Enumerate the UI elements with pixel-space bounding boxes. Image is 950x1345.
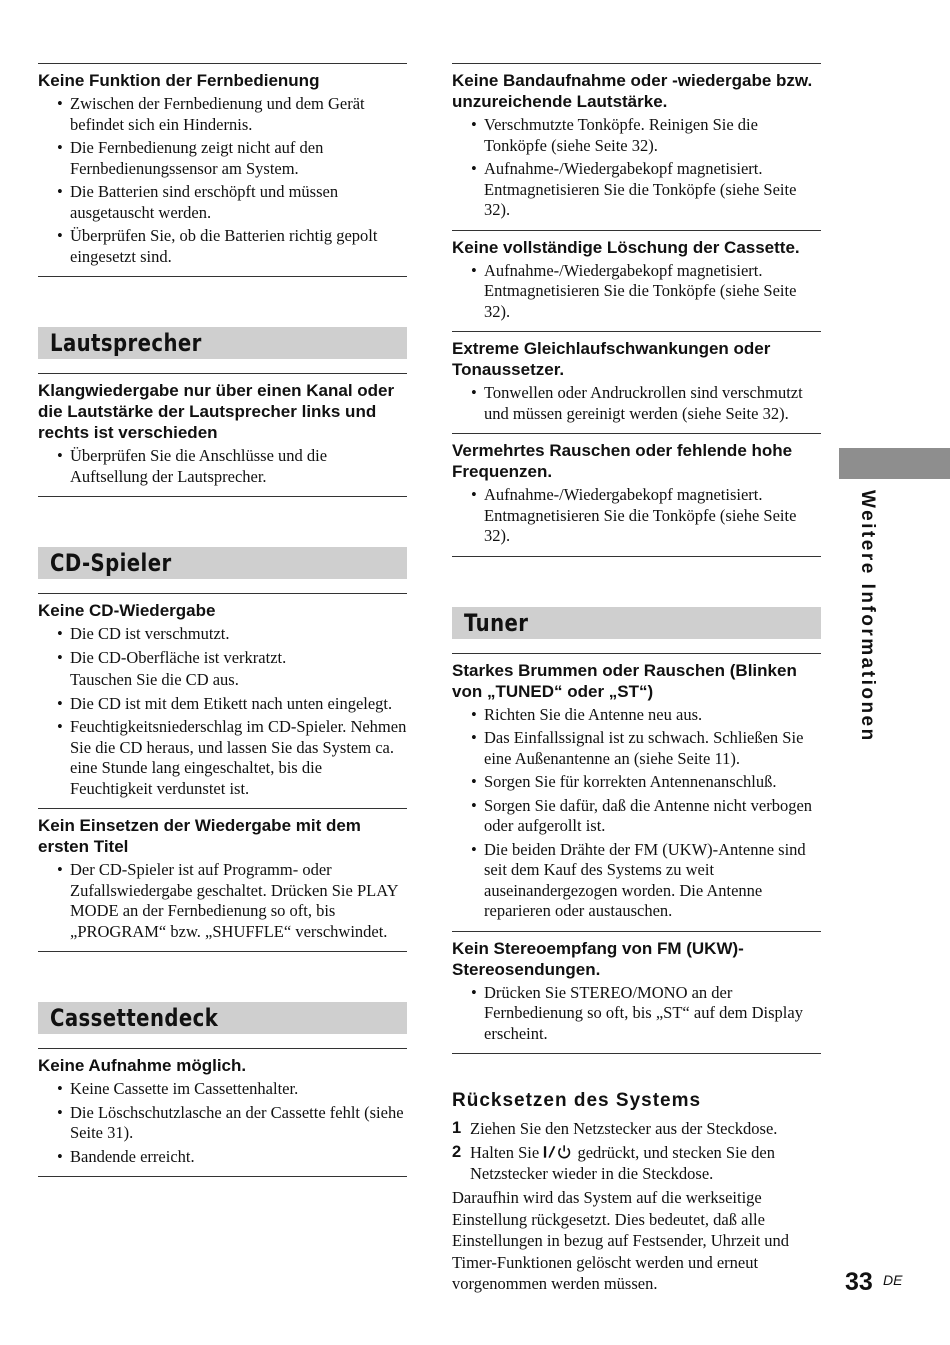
bullet: • xyxy=(57,717,63,736)
item-text: Bandende erreicht. xyxy=(70,1146,195,1166)
block-tape-no-record xyxy=(38,1048,407,1176)
bullet: • xyxy=(57,94,63,113)
block-heading: Starkes Brummen oder Rauschen (Blinken von „TUNED“ oder „ST“) xyxy=(452,660,797,701)
bullet: • xyxy=(471,485,477,504)
list-item-continuation xyxy=(38,670,407,691)
list-item xyxy=(452,705,821,726)
block-heading: Keine Bandaufnahme oder -wiedergabe bzw. unzureichende Lautstärke. xyxy=(452,71,813,111)
block-heading: Vermehrtes Rauschen oder fehlende hohe Frequenzen. xyxy=(452,441,793,481)
item-text: Die Löschschutzlasche an der Cassette fehlt (siehe Seite 31). xyxy=(70,1102,404,1142)
bullet: • xyxy=(471,839,477,859)
list-item xyxy=(452,772,821,793)
step-text: Ziehen Sie den Netzstecker aus der Steckdose. xyxy=(470,1119,778,1138)
bullet: • xyxy=(57,138,63,157)
item-text: Überprüfen Sie die Anschlüsse und die Auftsellung der Lautsprecher. xyxy=(70,446,328,486)
block-tape-noise xyxy=(452,433,821,556)
bullet: • xyxy=(471,383,477,402)
list-item xyxy=(452,159,821,221)
list-item xyxy=(452,383,821,424)
list-item xyxy=(452,115,821,156)
power-standby-icon xyxy=(543,1144,573,1159)
item-text: Keine Cassette im Cassettenhalter. xyxy=(70,1079,299,1098)
item-text: Die CD ist mit dem Etikett nach unten eingelegt. xyxy=(70,693,393,713)
bullet: • xyxy=(57,1102,63,1122)
item-text: Aufnahme-/Wiedergabekopf magnetisiert. Entmagnetisieren Sie die Tonköpfe (siehe Seite 32). xyxy=(484,260,797,321)
item-text: Verschmutzte Tonköpfe. Reinigen Sie die Tonköpfe (siehe Seite 32). xyxy=(484,115,758,155)
list-item xyxy=(38,226,407,267)
list-item xyxy=(38,1147,407,1168)
section-title-speaker: Lautsprecher xyxy=(38,327,407,359)
item-text: Tauschen Sie die CD aus. xyxy=(70,670,239,689)
step-number: 1 xyxy=(452,1119,462,1137)
bullet: • xyxy=(57,693,63,713)
item-text: Aufnahme-/Wiedergabekopf magnetisiert. Entmagnetisieren Sie die Tonköpfe (siehe Seite 32). xyxy=(484,485,797,545)
bullet: • xyxy=(57,860,63,879)
block-cd-no-playback xyxy=(38,593,407,808)
block-heading: Keine vollständige Löschung der Cassette. xyxy=(452,237,800,257)
bullet: • xyxy=(57,624,63,643)
step-text-post: gedrückt, und stecken Sie den Netzstecker wieder in die Steckdose. xyxy=(470,1143,775,1183)
list-item xyxy=(38,182,407,223)
list-item xyxy=(452,261,821,323)
block-tape-playback xyxy=(452,63,821,230)
page-number: 33 xyxy=(845,1268,873,1296)
block-tape-wow xyxy=(452,331,821,433)
bullet: • xyxy=(471,728,477,747)
item-text: Die beiden Drähte der FM (UKW)-Antenne sind seit dem Kauf des Systems zu weit auseinandergezogen worden. Die Antenne reparieren oder austauschen. xyxy=(484,839,806,920)
item-text: Die CD ist verschmutzt. xyxy=(70,624,230,643)
item-text: Überprüfen Sie, ob die Batterien richtig gepolt eingesetzt sind. xyxy=(70,226,378,266)
block-heading: Kein Stereoempfang von FM (UKW)-Stereosendungen. xyxy=(452,938,744,979)
list-item xyxy=(38,624,407,645)
reset-paragraph: Daraufhin wird das System auf die werkseitige Einstellung rückgesetzt. Dies bedeutet, daß alle Einstellungen in bezug auf Festsender, Uhrzeit und Timer-Funktionen gelöscht werden und erneut vorgenommen werden müssen. xyxy=(452,1188,790,1293)
block-tape-erase xyxy=(452,230,821,332)
item-text: Richten Sie die Antenne neu aus. xyxy=(484,704,703,724)
list-item xyxy=(452,840,821,922)
block-tuner-hum xyxy=(452,653,821,931)
item-text: Die Batterien sind erschöpft und müssen ausgetauscht werden. xyxy=(70,182,339,222)
list-item xyxy=(38,1103,407,1144)
item-text: Die Fernbedienung zeigt nicht auf den Fernbedienungssensor am System. xyxy=(70,138,324,178)
list-item xyxy=(38,1079,407,1100)
block-heading: Klangwiedergabe nur über einen Kanal oder die Lautstärke der Lautsprecher links und rechts ist verschieden xyxy=(38,381,395,442)
list-item xyxy=(38,860,407,942)
item-text: Das Einfallssignal ist zu schwach. Schließen Sie eine Außenantenne an (siehe Seite 11). xyxy=(484,728,804,768)
list-item xyxy=(38,694,407,715)
block-heading: Extreme Gleichlaufschwankungen oder Tonaussetzer. xyxy=(452,339,771,379)
block-remote xyxy=(38,63,407,276)
list-item xyxy=(452,983,821,1045)
page-language-suffix: DE xyxy=(883,1272,903,1288)
bullet: • xyxy=(57,1146,63,1166)
bullet: • xyxy=(57,182,63,201)
list-item xyxy=(38,94,407,135)
section-title-tuner: Tuner xyxy=(452,607,821,639)
reset-step-1 xyxy=(452,1118,821,1139)
item-text: Die CD-Oberfläche ist verkratzt. xyxy=(70,647,287,667)
bullet: • xyxy=(471,115,477,134)
item-text: Sorgen Sie für korrekten Antennenanschluß. xyxy=(484,772,777,791)
item-text: Drücken Sie STEREO/MONO an der Fernbedienung so oft, bis „ST“ auf dem Display erscheint. xyxy=(484,982,803,1043)
bullet: • xyxy=(57,226,63,245)
item-text: Sorgen Sie dafür, daß die Antenne nicht verbogen oder aufgerollt ist. xyxy=(484,795,813,835)
step-number: 2 xyxy=(452,1143,462,1161)
list-item xyxy=(38,446,407,487)
step-text-pre: Halten Sie xyxy=(470,1143,540,1162)
list-item xyxy=(452,485,821,547)
bullet: • xyxy=(471,704,477,724)
item-text: Tonwellen oder Andruckrollen sind verschmutzt und müssen gereinigt werden (siehe Seite 32). xyxy=(484,383,803,423)
right-column xyxy=(452,63,821,1295)
list-item xyxy=(38,648,407,669)
block-heading: Kein Einsetzen der Wiedergabe mit dem ersten Titel xyxy=(38,816,361,856)
left-column xyxy=(38,63,407,1177)
bullet: • xyxy=(57,647,63,667)
bullet: • xyxy=(471,982,477,1002)
bullet: • xyxy=(471,260,477,280)
block-tuner-stereo xyxy=(452,931,821,1054)
reset-step-2 xyxy=(452,1142,821,1184)
side-tab xyxy=(839,448,950,479)
item-text: Zwischen der Fernbedienung und dem Gerät befindet sich ein Hindernis. xyxy=(70,94,365,134)
bullet: • xyxy=(471,772,477,791)
item-text: Der CD-Spieler ist auf Programm- oder Zufallswiedergabe geschaltet. Drücken Sie PLAY MODE an der Fernbedienung so oft, bis „PROGRAM“ bzw. „SHUFFLE“ verschwindet. xyxy=(70,860,398,941)
list-item xyxy=(38,717,407,799)
item-text: Feuchtigkeitsniederschlag im CD-Spieler. Nehmen Sie die CD heraus, und lassen Sie das System ca. eine Stunde lang eingeschaltet, bis die Feuchtigkeit verdunstet ist. xyxy=(70,717,407,798)
block-heading: Keine Aufnahme möglich. xyxy=(38,1056,247,1075)
block-speaker-channel xyxy=(38,373,407,496)
bullet: • xyxy=(471,795,477,815)
list-item xyxy=(452,796,821,837)
bullet: • xyxy=(471,159,477,178)
side-label: Weitere Informationen xyxy=(857,490,878,743)
list-item xyxy=(38,138,407,179)
bullet: • xyxy=(57,446,63,465)
section-title-tape: Cassettendeck xyxy=(38,1002,407,1034)
section-title-cd: CD-Spieler xyxy=(38,547,407,579)
list-item xyxy=(452,728,821,769)
block-heading: Keine CD-Wiedergabe xyxy=(38,601,216,620)
bullet: • xyxy=(57,1079,63,1098)
block-cd-first-track xyxy=(38,808,407,951)
block-heading: Keine Funktion der Fernbedienung xyxy=(38,71,320,90)
item-text: Aufnahme-/Wiedergabekopf magnetisiert. Entmagnetisieren Sie die Tonköpfe (siehe Seite 32). xyxy=(484,159,797,219)
reset-title: Rücksetzen des Systems xyxy=(452,1090,702,1111)
